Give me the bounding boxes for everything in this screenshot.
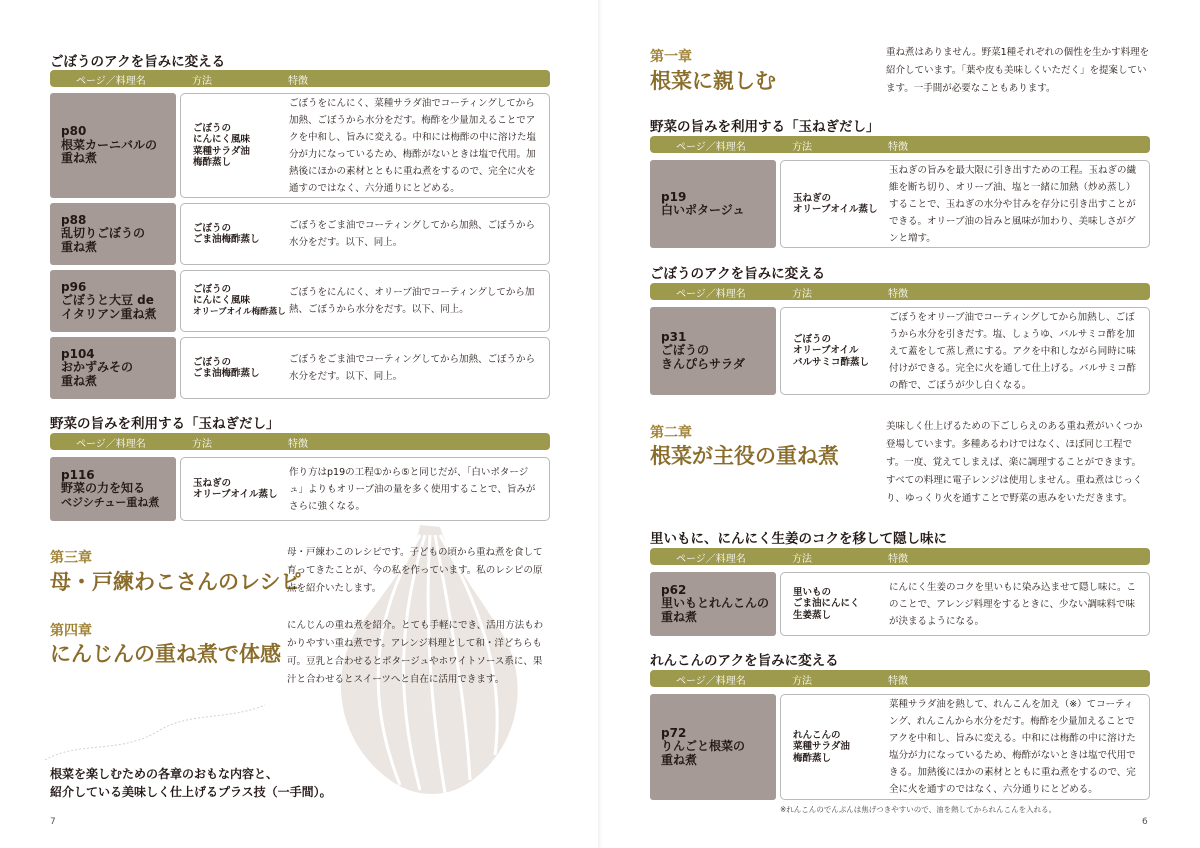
method-cell: [793, 573, 881, 635]
recipe-name-line: きんぴらサラダ: [661, 356, 745, 371]
section-title-tamanegi: 野菜の旨みを利用する「玉ねぎだし」: [50, 416, 280, 432]
method-line: ごぼうの: [193, 122, 232, 134]
page-ref: p116: [61, 467, 95, 482]
chapter-description: 重ね煮はありません。野菜1種それぞれの個性を生かす料理を紹介しています。「葉や皮も美味しくいただく」を提案しています。一手間が必要なこともあります。: [886, 47, 1150, 94]
right-page: [600, 0, 1200, 848]
page-summary: [50, 765, 350, 801]
detail-box: [780, 694, 1150, 800]
header-col-page: ページ／料理名: [76, 439, 146, 450]
method-line: ごま油梅酢蒸し: [193, 368, 260, 379]
method-line: れんこんの: [793, 729, 841, 741]
recipe-name-line: 乱切りごぼうの: [61, 226, 146, 241]
method-line: オリーブオイル蒸し: [193, 489, 278, 500]
header-col-feature: 特徴: [888, 142, 908, 153]
chapter-title: 根菜に親しむ: [650, 69, 776, 93]
root-whisker-decoration: [40, 700, 270, 770]
method-cell: [793, 161, 881, 247]
recipe-name: [50, 93, 176, 198]
chapter-description: 美味しく仕上げるための下ごしらえのある重ね煮がいくつか登場しています。多種あるわけではなく、ほぼ同じ工程です。一度、覚えてしまえば、楽に調理することができます。すべての料理に電子レンジは使用しません。重ね煮はじっくり、ゆっくり火を通すことで野菜の恵みをいただきます。: [886, 421, 1143, 504]
table-header: [650, 548, 1150, 565]
chapter-label: 第二章: [650, 425, 692, 441]
header-col-feature: 特徴: [888, 676, 908, 687]
header-col-feature: 特徴: [888, 289, 908, 300]
table-row: [650, 572, 1150, 636]
table-row: [50, 337, 550, 399]
recipe-name-line: イタリアン重ね煮: [61, 306, 157, 321]
recipe-name-line: ごぼうと大豆 de: [61, 293, 154, 308]
feature-text: ごぼうをにんにく、オリーブ油でコーティングしてから加熱、ごぼうから水分をだす。以下、同上。: [289, 287, 535, 315]
page-ref: p62: [661, 582, 687, 597]
recipe-name-line: 根菜カーニバルの: [61, 137, 158, 152]
method-cell: [193, 458, 281, 520]
recipe-name-line: 重ね煮: [61, 151, 98, 166]
method-line: ごぼうの: [793, 333, 832, 345]
chapter-description: にんじんの重ね煮を紹介。とても手軽にでき、活用方法もわかりやすい重ね煮です。アレンジ料理として和・洋どちらも可。豆乳と合わせるとポタージュやホワイトソース系に、果汁と合わせるとスイーツへと自在に活用できます。: [287, 620, 544, 685]
chapter-label: 第三章: [50, 550, 92, 566]
section-title-gobou: ごぼうのアクを旨みに変える: [50, 54, 226, 70]
method-line: オリーブオイル梅酢蒸し: [193, 306, 286, 317]
method-line: オリーブオイル: [793, 345, 859, 357]
header-col-feature: 特徴: [888, 554, 908, 565]
header-col-method: 方法: [192, 439, 212, 450]
header-col-page: ページ／料理名: [676, 289, 746, 300]
table-row: [50, 270, 550, 332]
table-row: [650, 160, 1150, 248]
header-col-method: 方法: [792, 289, 812, 300]
method-line: 生姜蒸し: [793, 609, 832, 621]
recipe-name: [650, 160, 776, 248]
recipe-name: [50, 457, 176, 521]
detail-box: [180, 203, 550, 265]
method-cell: [193, 338, 281, 398]
method-cell: [793, 308, 881, 394]
summary-line: 根菜を楽しむための各章のおもな内容と、: [50, 767, 279, 781]
feature-text: 菜種サラダ油を熱して、れんこんを加え（※）てコーティング、れんこんから水分をだす。梅酢を少量加えることでアクを中和し、旨みに変える。中和には梅酢の中に溶けた塩分が力になっているため、梅酢がないときは塩で代用できる。加熱後にほかの素材とともに重ね煮をするので、完全に火を通すのではなく、六分通りにとどめる。: [889, 699, 1136, 795]
method-cell: [193, 271, 293, 331]
method-line: ごま油にんにく: [793, 598, 860, 610]
header-col-method: 方法: [792, 142, 812, 153]
detail-box: [180, 270, 550, 332]
table-row: [50, 203, 550, 265]
feature-text: ごぼうをごま油でコーティングしてから加熱、ごぼうから水分をだす。以下、同上。: [289, 220, 536, 248]
method-line: にんにく風味: [193, 134, 251, 145]
method-line: ごぼうの: [193, 356, 232, 368]
table-row: [650, 307, 1150, 395]
page-ref: p96: [61, 279, 87, 294]
header-col-page: ページ／料理名: [676, 142, 746, 153]
recipe-name-line: 白いポタージュ: [661, 203, 745, 217]
method-cell: [193, 204, 281, 264]
summary-line: 紹介している美味しく仕上げるプラス技（一手間）。: [50, 785, 332, 799]
table-row: [50, 457, 550, 521]
page-ref: p31: [661, 329, 687, 344]
recipe-name: [50, 203, 176, 265]
feature-text: 玉ねぎの旨みを最大限に引き出すための工程。玉ねぎの繊維を断ち切り、オリーブ油、塩と一緒に加熱（炒め蒸し）することで、玉ねぎの水分や甘みを存分に引き出すことができる。オリーブ油の旨みと風味が加わり、美味しさがグンと増す。: [889, 164, 1137, 244]
recipe-name: [50, 270, 176, 332]
page-ref: p88: [61, 212, 87, 227]
feature-text: にんにく生姜のコクを里いもに染み込ませて隠し味に。このことで、アレンジ料理をするときに、少ない調味料で味が決まるようになる。: [889, 581, 1137, 627]
table-header: [650, 670, 1150, 687]
page-ref: p80: [61, 124, 87, 139]
feature-text: 作り方はp19の工程①から⑤と同じだが、「白いポタージュ」よりもオリーブ油の量を多く使用することで、旨みがさらに強くなる。: [289, 466, 536, 512]
recipe-name: [650, 694, 776, 800]
header-col-feature: 特徴: [288, 76, 308, 87]
table-header: [50, 70, 550, 87]
method-cell: [793, 695, 881, 799]
header-col-method: 方法: [192, 76, 212, 87]
section-title-tamanegi: 野菜の旨みを利用する「玉ねぎだし」: [650, 119, 880, 135]
chapter-description: 母・戸練わこのレシピです。子どもの頃から重ね煮を食して育ってきたことが、今の私を作っています。私のレシピの原点を紹介いたします。: [287, 547, 543, 594]
recipe-name: [650, 307, 776, 395]
chapter-title: にんじんの重ね煮で体感: [50, 642, 281, 666]
recipe-name-line: ベジシチュー重ね煮: [61, 495, 160, 509]
detail-box: [780, 307, 1150, 395]
footnote: ※れんこんのでんぷんは焦げつきやすいので、油を熱してかられんこんを入れる。: [780, 805, 1057, 814]
chapter-title: 母・戸練わこさんのレシピ: [50, 570, 302, 594]
table-header: [50, 433, 550, 450]
header-col-page: ページ／料理名: [676, 554, 746, 565]
method-line: 梅酢蒸し: [193, 157, 232, 168]
method-line: にんにく風味: [193, 295, 251, 307]
detail-box: [780, 572, 1150, 636]
recipe-name-line: ごぼうの: [661, 343, 710, 358]
chapter-title: 根菜が主役の重ね煮: [650, 444, 839, 468]
header-col-page: ページ／料理名: [76, 76, 146, 87]
method-line: バルサミコ酢蒸し: [793, 356, 870, 368]
method-line: ごま油梅酢蒸し: [193, 234, 260, 245]
method-line: オリーブオイル蒸し: [793, 204, 878, 215]
table-row: [650, 694, 1150, 800]
method-line: 玉ねぎの: [793, 192, 832, 204]
chapter-label: 第一章: [650, 49, 692, 65]
recipe-name-line: 里いもとれんこんの: [661, 596, 770, 611]
method-line: 里いもの: [793, 586, 832, 598]
method-line: ごぼうの: [193, 283, 232, 295]
recipe-name: [50, 337, 176, 399]
method-line: 菜種サラダ油: [793, 741, 850, 753]
header-col-feature: 特徴: [288, 439, 308, 450]
recipe-name-line: りんごと根菜の: [661, 739, 746, 754]
method-cell: [193, 94, 281, 197]
recipe-name-line: 重ね煮: [61, 373, 98, 388]
detail-box: [180, 457, 550, 521]
feature-text: ごぼうをにんにく、菜種サラダ油でコーティングしてから加熱、ごぼうから水分をだす。梅酢を少量加えることでアクを中和し、旨みに変える。中和には梅酢の中に溶けた塩分が力になっているため、梅酢がないときは塩で代用。加熱後にほかの素材とともに重ね煮をするので、完全に火を通すのではなく、六分通りにとどめる。: [289, 97, 537, 194]
section-title-gobou: ごぼうのアクを旨みに変える: [650, 266, 826, 282]
recipe-name-line: 野菜の力を知る: [61, 481, 146, 496]
detail-box: [180, 93, 550, 198]
section-title-satoimo: 里いもに、にんにく生姜のコクを移して隠し味に: [650, 531, 947, 547]
header-col-method: 方法: [792, 676, 812, 687]
method-line: 玉ねぎの: [193, 477, 232, 489]
detail-box: [780, 160, 1150, 248]
header-col-page: ページ／料理名: [676, 676, 746, 687]
method-line: 梅酢蒸し: [793, 752, 832, 764]
page-ref: p19: [661, 189, 687, 204]
section-title-renkon: れんこんのアクを旨みに変える: [650, 653, 839, 669]
table-header: [650, 283, 1150, 300]
method-line: 菜種サラダ油: [193, 145, 250, 157]
page-number: 7: [50, 817, 56, 827]
feature-text: ごぼうをオリーブ油でコーティングしてから加熱し、ごぼうから水分を引きだす。塩、しょうゆ、バルサミコ酢を加えて蓋をして蒸し煮にする。アクを中和しながら同時に味付けができる。完全に火を通して仕上げる。バルサミコ酢の酢で、ごぼうが少し白くなる。: [889, 311, 1137, 391]
page-ref: p72: [661, 725, 687, 740]
recipe-name-line: おかずみその: [61, 360, 134, 375]
page-ref: p104: [61, 346, 95, 361]
page-number: 6: [1142, 817, 1148, 827]
recipe-name-line: 重ね煮: [661, 609, 698, 624]
feature-text: ごぼうをごま油でコーティングしてから加熱、ごぼうから水分をだす。以下、同上。: [289, 354, 536, 382]
chapter-label: 第四章: [50, 623, 92, 639]
table-row: [50, 93, 550, 198]
recipe-name: [650, 572, 776, 636]
table-header: [650, 136, 1150, 153]
recipe-name-line: 重ね煮: [61, 239, 98, 254]
recipe-name-line: 重ね煮: [661, 752, 698, 767]
header-col-method: 方法: [792, 554, 812, 565]
detail-box: [180, 337, 550, 399]
method-line: ごぼうの: [193, 222, 232, 234]
